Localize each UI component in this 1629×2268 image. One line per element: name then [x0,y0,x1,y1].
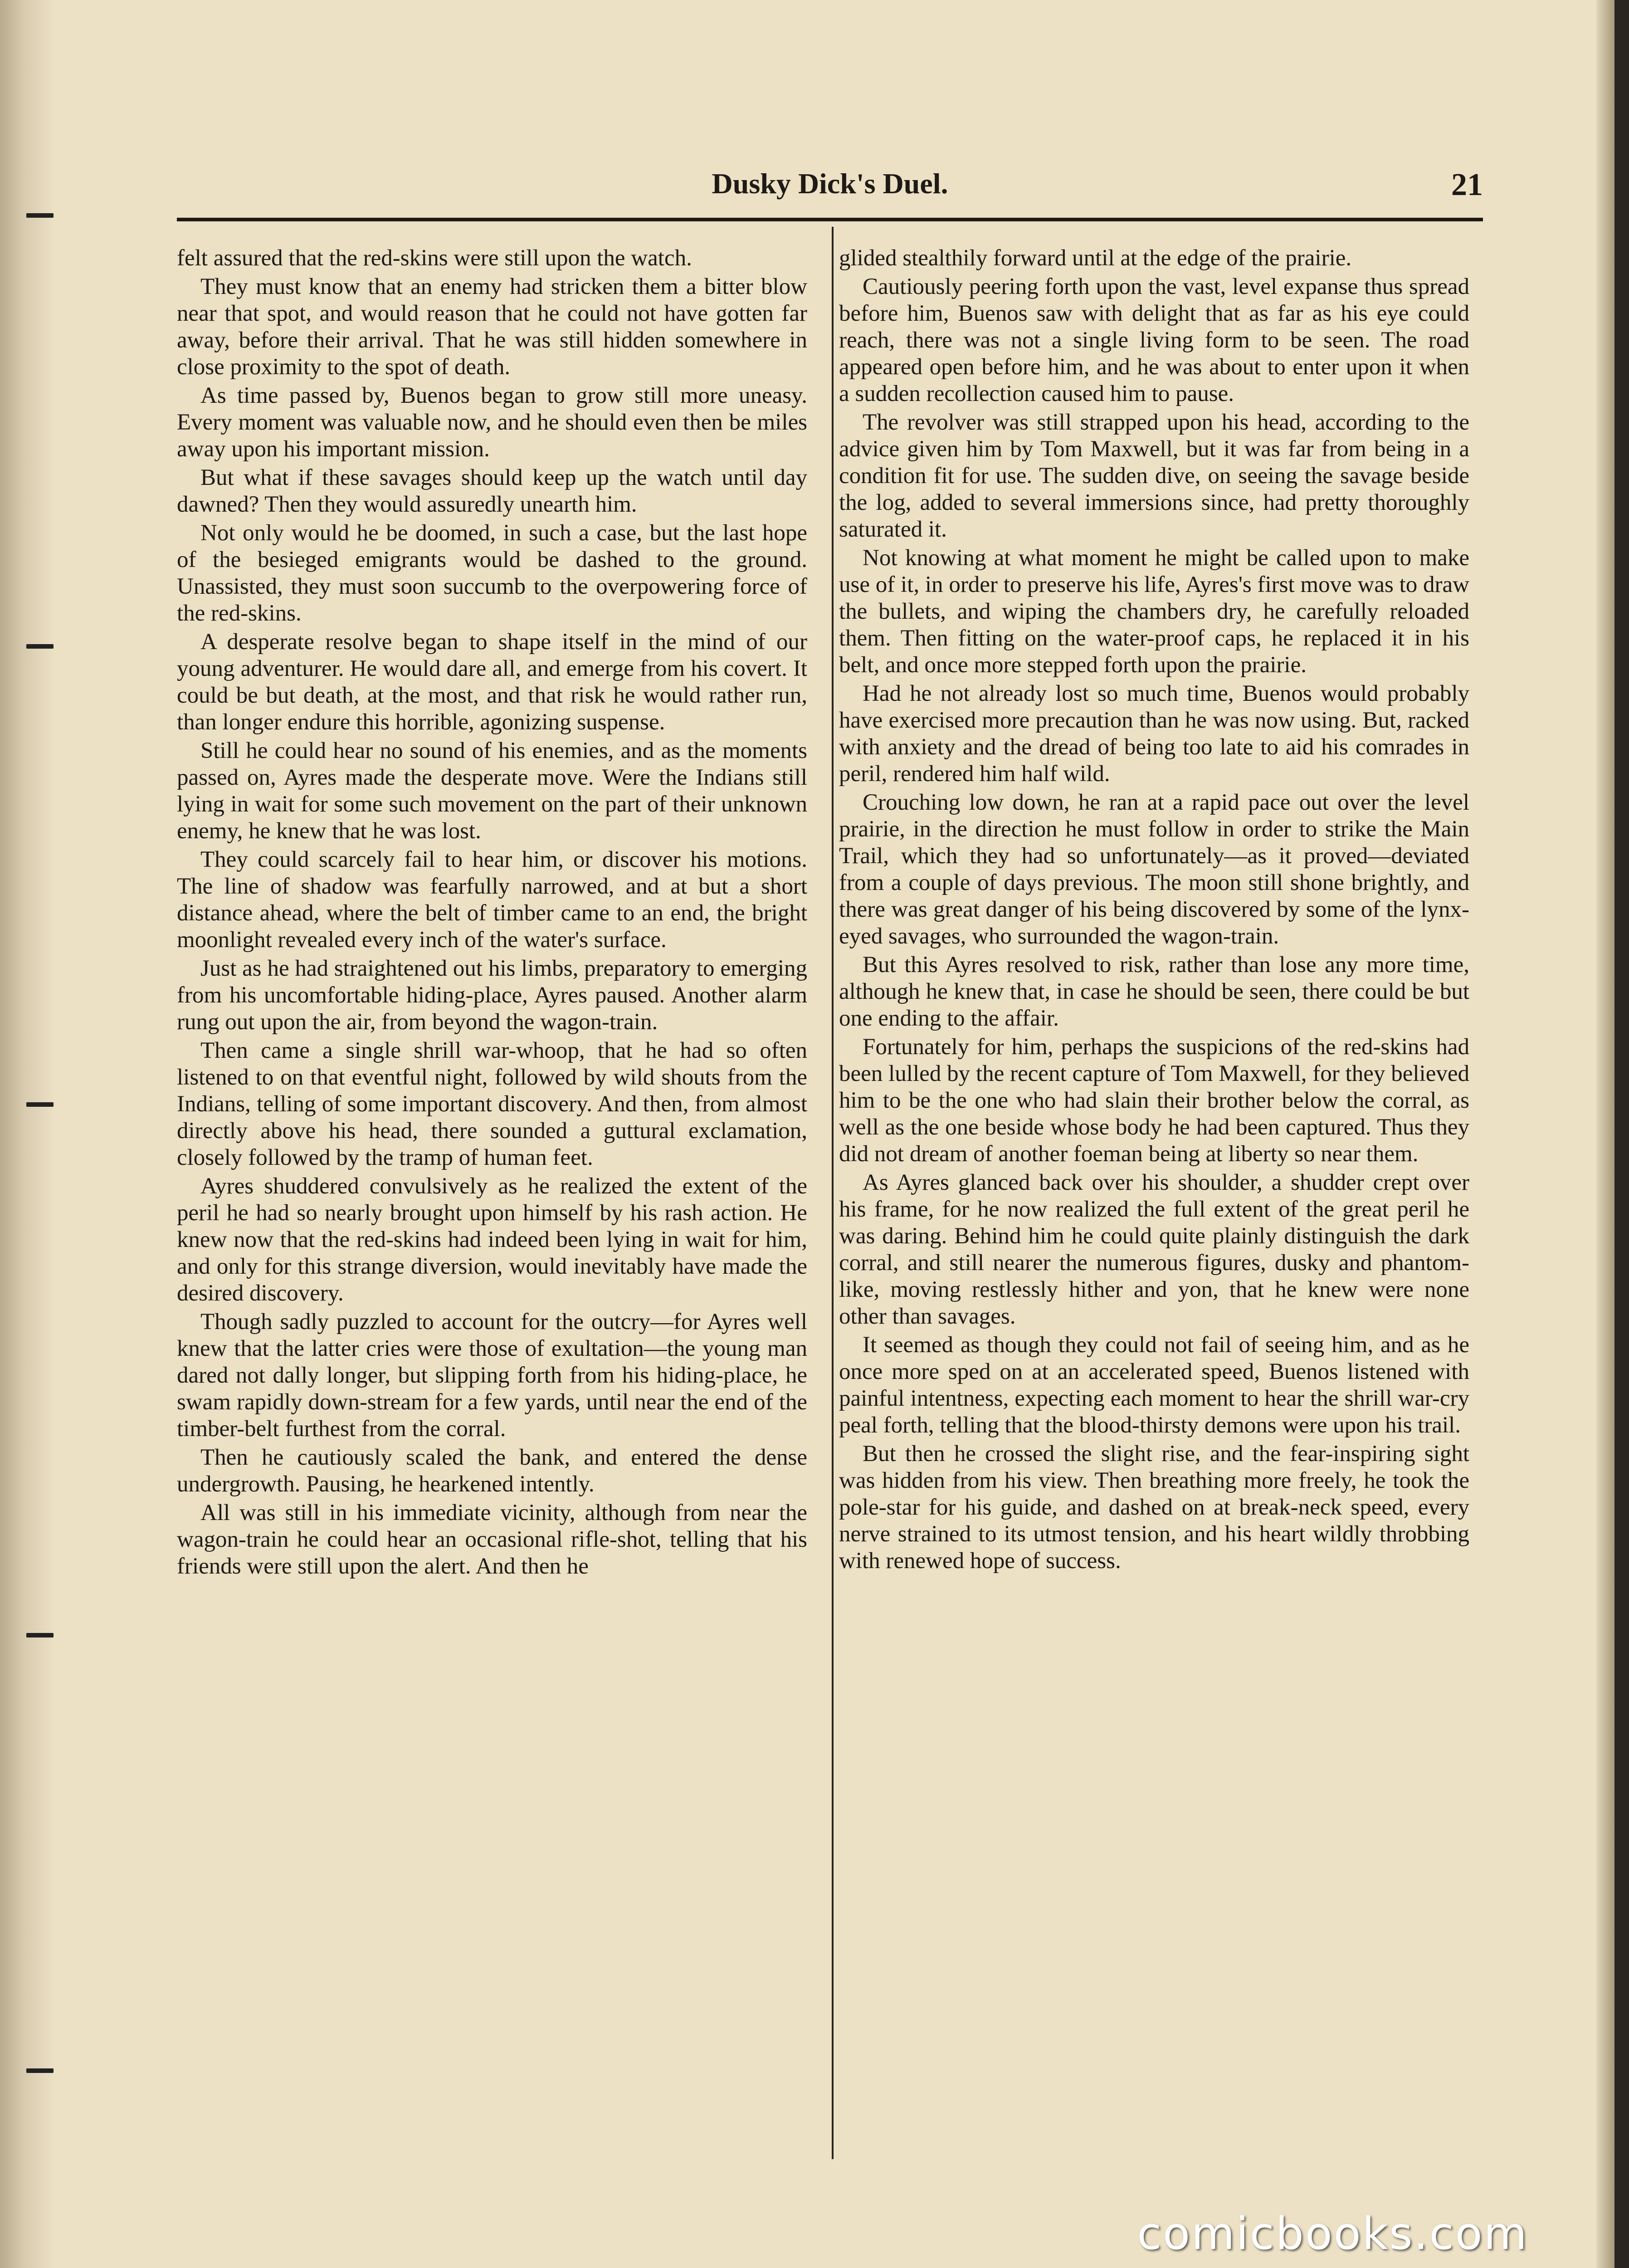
paragraph: As time passed by, Buenos began to grow still more uneasy. Every moment was valuable now, and he should even then be miles away upon his important mission. [177,383,807,462]
paragraph: Just as he had straightened out his limbs, preparatory to emerging from his uncomfortable hiding-place, Ayres paused. Another alarm rung out upon the air, from beyond the wagon-train. [177,956,807,1035]
page-binding-shadow [0,0,54,2268]
paragraph: Still he could hear no sound of his enemies, and as the moments passed on, Ayres made the desperate move. Were the Indians still lying in wait for some such movement on the part of their unknown enemy, he knew that he was lost. [177,738,807,844]
binding-stitch [26,213,54,218]
paragraph: Had he not already lost so much time, Buenos would probably have exercised more precaution than he was now using. But, racked with anxiety and the dread of being too late to aid his comrades in peril, rendered him half wild. [839,681,1469,787]
page-edge [1596,0,1614,2268]
paragraph: Though sadly puzzled to account for the outcry—for Ayres well knew that the latter cries were those of exultation—the young man dared not dally longer, but slipping forth from his hiding-place, he swam rapidly down-stream for a few yards, until near the end of the timber-belt furthest from the corral. [177,1309,807,1442]
paragraph: Not knowing at what moment he might be called upon to make use of it, in order to preserve his life, Ayres's first move was to draw the bullets, and wiping the chambers dry, he carefully reloaded them. Then fitting on the water-proof caps, he replaced it in his belt, and once more stepped forth upon the prairie. [839,545,1469,678]
paragraph: Not only would he be doomed, in such a case, but the last hope of the besieged emigrants would be dashed to the ground. Unassisted, they must soon succumb to the overpowering force of the red-skins. [177,520,807,626]
running-title: Dusky Dick's Duel. [712,167,948,200]
site-watermark: comicbooks.com [1137,2208,1528,2260]
page-number: 21 [1451,167,1483,202]
paragraph: All was still in his immediate vicinity, although from near the wagon-train he could hear an occasional rifle-shot, telling that his friends were still upon the alert. And then he [177,1500,807,1579]
binding-stitch [26,1102,54,1107]
paragraph: Then he cautiously scaled the bank, and entered the dense undergrowth. Pausing, he hearkened intently. [177,1445,807,1497]
paragraph: Then came a single shrill war-whoop, that he had so often listened to on that eventful night, followed by wild shouts from the Indians, telling of some important discovery. And then, from almost directly above his head, there sounded a guttural exclamation, closely followed by the tramp of human feet. [177,1038,807,1170]
binding-stitch [26,644,54,649]
paragraph: But then he crossed the slight rise, and the fear-inspiring sight was hidden from his view. Then breathing more freely, he took the pole-star for his guide, and dashed on at break-neck speed, every nerve strained to its utmost tension, and his heart wildly throbbing with renewed hope of success. [839,1441,1469,1574]
binding-stitch [26,1633,54,1637]
paragraph: A desperate resolve began to shape itself in the mind of our young adventurer. He would dare all, and emerge from his covert. It could be but death, at the most, and that risk he would rather run, than longer endure this horrible, agonizing suspense. [177,629,807,735]
paragraph: They must know that an enemy had stricken them a bitter blow near that spot, and would reason that he could not have gotten far away, before their arrival. That he was still hidden somewhere in close proximity to the spot of death. [177,274,807,380]
right-column [839,245,1469,2150]
paragraph: Ayres shuddered convulsively as he realized the extent of the peril he had so nearly brought upon himself by his rash action. He knew now that the red-skins had indeed been lying in wait for him, and only for this strange diversion, would inevitably have made the desired discovery. [177,1173,807,1306]
left-column [177,245,807,2150]
paragraph: But this Ayres resolved to risk, rather than lose any more time, although he knew that, in case he should be seen, there could be but one ending to the affair. [839,952,1469,1031]
paragraph: As Ayres glanced back over his shoulder, a shudder crept over his frame, for he now realized the full extent of the great peril he was daring. Behind him he could quite plainly distinguish the dark corral, and still nearer the numerous figures, dusky and phantom-like, moving restlessly hither and yon, that he knew were none other than savages. [839,1170,1469,1329]
paragraph: But what if these savages should keep up the watch until day dawned? Then they would assuredly unearth him. [177,465,807,517]
paragraph: Fortunately for him, perhaps the suspicions of the red-skins had been lulled by the recent capture of Tom Maxwell, for they believed him to be the one who had slain their brother below the corral, as well as the one beside whose body he had been captured. Thus they did not dream of another foeman being at liberty so near them. [839,1034,1469,1167]
paragraph: glided stealthily forward until at the edge of the prairie. [839,245,1352,271]
paragraph: felt assured that the red-skins were still upon the watch. [177,245,692,271]
paragraph: They could scarcely fail to hear him, or discover his motions. The line of shadow was fearfully narrowed, and at but a short distance ahead, where the belt of timber came to an end, the bright moonlight revealed every inch of the water's surface. [177,847,807,953]
running-header [177,167,1483,217]
paragraph: The revolver was still strapped upon his head, according to the advice given him by Tom Maxwell, but it was far from being in a condition fit for use. The sudden dive, on seeing the savage beside the log, added to several immersions since, had pretty thoroughly saturated it. [839,410,1469,542]
paragraph: Crouching low down, he ran at a rapid pace out over the level prairie, in the direction he must follow in order to strike the Main Trail, which they had so unfortunately—as it proved—deviated from a couple of days previous. The moon still shone brightly, and there was great danger of his being discovered by some of the lynx-eyed savages, who surrounded the wagon-train. [839,790,1469,949]
column-divider [832,227,834,2159]
paragraph: Cautiously peering forth upon the vast, level expanse thus spread before him, Buenos saw with delight that as far as his eye could reach, there was not a single living form to be seen. The road appeared open before him, and he was about to enter upon it when a sudden recollection caused him to pause. [839,274,1469,406]
paragraph: It seemed as though they could not fail of seeing him, and as he once more sped on at an accelerated speed, Buenos listened with painful intentness, expecting each moment to hear the shrill war-cry peal forth, telling that the blood-thirsty demons were upon his trail. [839,1332,1469,1438]
binding-stitch [26,2068,54,2073]
header-rule [177,218,1483,221]
